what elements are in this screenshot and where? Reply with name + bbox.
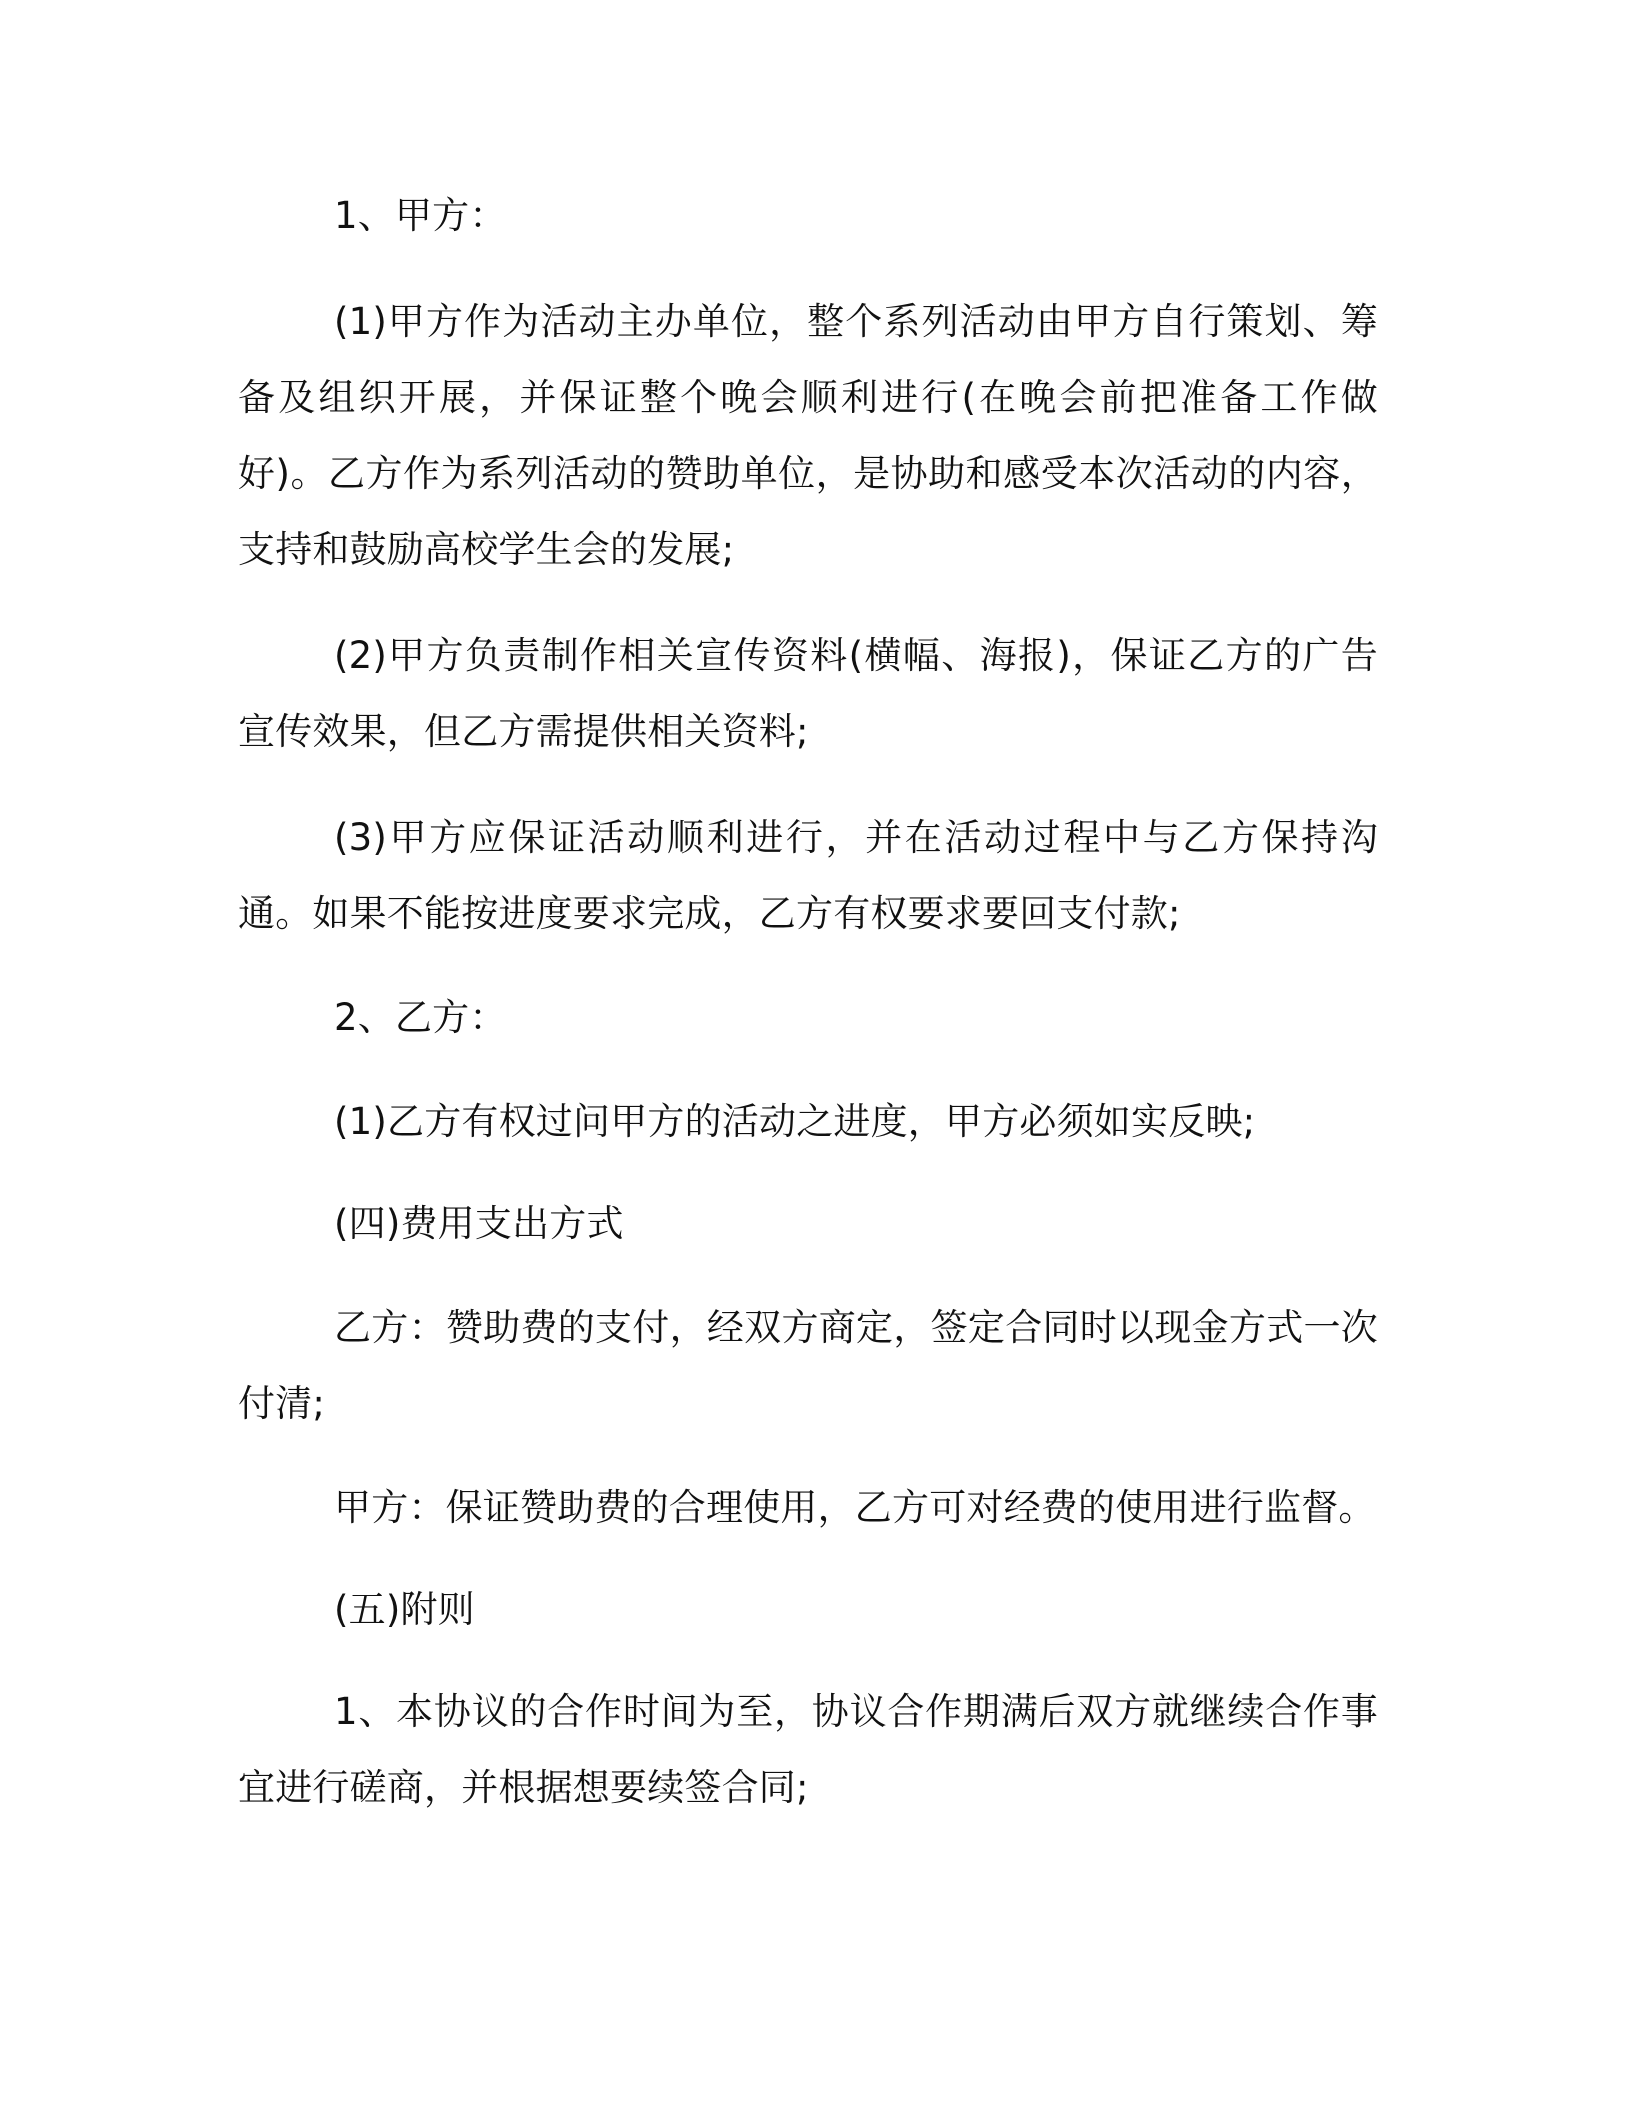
party-b-clause-1: (1)乙方有权过问甲方的活动之进度，甲方必须如实反映; — [334, 1100, 1256, 1143]
section-supplementary-heading: (五)附则 — [334, 1588, 475, 1631]
party-a-clause-3: (3)甲方应保证活动顺利进行，并在活动过程中与乙方保持沟通。如果不能按进度要求完成，乙方有权要求要回支付款; — [238, 816, 1378, 935]
party-a-clause-1: (1)甲方作为活动主办单位，整个系列活动由甲方自行策划、筹备及组织开展，并保证整个晚会顺利进行(在晚会前把准备工作做好)。乙方作为系列活动的赞助单位，是协助和感受本次活动的内容，支持和鼓励高校学生会的发展; — [238, 300, 1378, 571]
section-payment-heading: (四)费用支出方式 — [334, 1202, 624, 1245]
payment-party-a: 甲方：保证赞助费的合理使用，乙方可对经费的使用进行监督。 — [334, 1486, 1376, 1529]
section-party-a-heading: 1、甲方： — [334, 194, 507, 237]
payment-party-b: 乙方：赞助费的支付，经双方商定，签定合同时以现金方式一次付清; — [238, 1306, 1378, 1425]
section-party-b-heading: 2、乙方： — [334, 996, 507, 1039]
supplementary-clause-1: 1、本协议的合作时间为至，协议合作期满后双方就继续合作事宜进行磋商，并根据想要续签合同; — [238, 1690, 1378, 1809]
party-a-clause-2: (2)甲方负责制作相关宣传资料(横幅、海报)，保证乙方的广告宣传效果，但乙方需提供相关资料; — [238, 634, 1378, 753]
